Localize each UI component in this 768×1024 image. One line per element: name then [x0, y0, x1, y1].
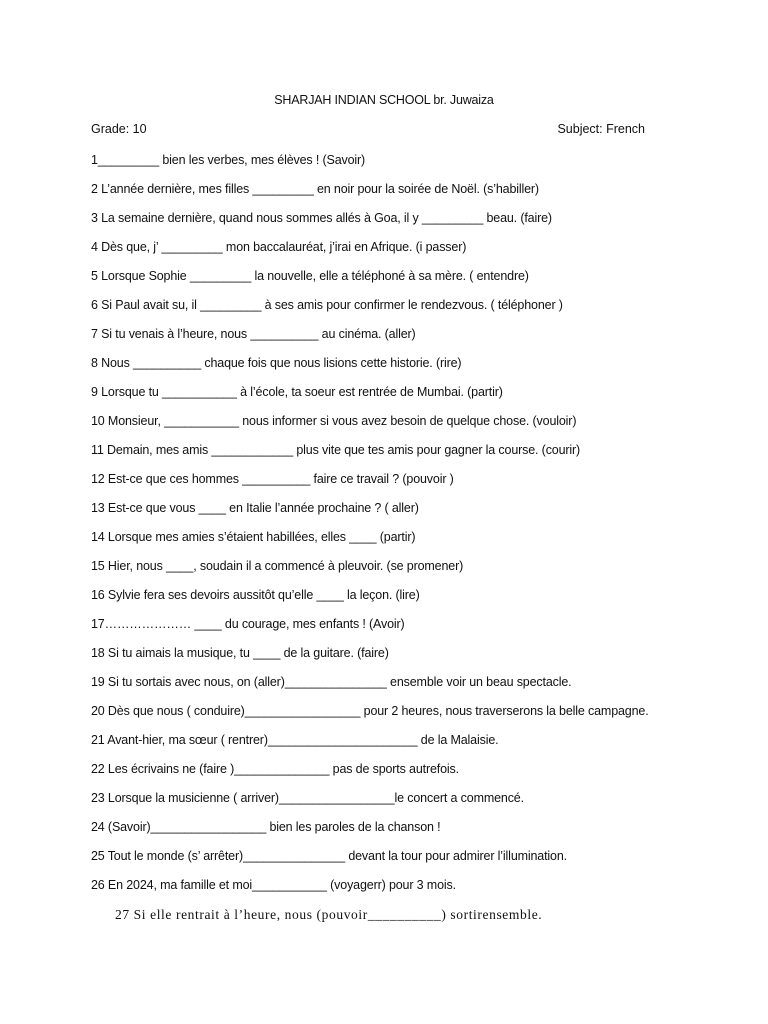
- question-item: 9 Lorsque tu ___________ à l’école, ta soeur est rentrée de Mumbai. (partir): [91, 385, 503, 399]
- question-item: 26 En 2024, ma famille et moi___________ (voyagerr) pour 3 mois.: [91, 878, 456, 892]
- school-title: SHARJAH INDIAN SCHOOL br. Juwaiza: [274, 93, 494, 107]
- question-item: 5 Lorsque Sophie _________ la nouvelle, elle a téléphoné à sa mère. ( entendre): [91, 269, 529, 283]
- grade-label: Grade: 10: [91, 122, 147, 136]
- question-item: 16 Sylvie fera ses devoirs aussitôt qu’elle ____ la leçon. (lire): [91, 588, 420, 602]
- question-item: 25 Tout le monde (s’ arrêter)_______________ devant la tour pour admirer l’illumination.: [91, 849, 567, 863]
- question-item: 4 Dès que, j’ _________ mon baccalauréat, j’irai en Afrique. (i passer): [91, 240, 467, 254]
- question-list: [91, 151, 691, 905]
- question-item: 2 L’année dernière, mes filles _________ en noir pour la soirée de Noël. (s’habiller): [91, 182, 539, 196]
- question-item: 10 Monsieur, ___________ nous informer si vous avez besoin de quelque chose. (vouloir): [91, 414, 577, 428]
- question-item: 17………………… ____ du courage, mes enfants ! (Avoir): [91, 617, 405, 631]
- question-item: 7 Si tu venais à l’heure, nous __________ au cinéma. (aller): [91, 327, 416, 341]
- question-item: 23 Lorsque la musicienne ( arriver)_________________le concert a commencé.: [91, 791, 524, 805]
- question-item: 3 La semaine dernière, quand nous sommes allés à Goa, il y _________ beau. (faire): [91, 211, 552, 225]
- question-item: 11 Demain, mes amis ____________ plus vite que tes amis pour gagner la course. (courir): [91, 443, 581, 457]
- question-item: 21 Avant-hier, ma sœur ( rentrer)______________________ de la Malaisie.: [91, 733, 499, 747]
- question-item: 20 Dès que nous ( conduire)_________________ pour 2 heures, nous traverserons la belle campagne.: [91, 704, 649, 718]
- question-item: 8 Nous __________ chaque fois que nous lisions cette historie. (rire): [91, 356, 462, 370]
- question-item: 24 (Savoir)_________________ bien les paroles de la chanson !: [91, 820, 441, 834]
- question-item: 6 Si Paul avait su, il _________ à ses amis pour confirmer le rendezvous. ( téléphoner ): [91, 298, 563, 312]
- worksheet-meta-row: [91, 122, 645, 136]
- question-item: 19 Si tu sortais avec nous, on (aller)_______________ ensemble voir un beau spectacle.: [91, 675, 572, 689]
- question-item: 14 Lorsque mes amies s’étaient habillées, elles ____ (partir): [91, 530, 416, 544]
- question-item: 18 Si tu aimais la musique, tu ____ de la guitare. (faire): [91, 646, 389, 660]
- question-item: 15 Hier, nous ____, soudain il a commencé à pleuvoir. (se promener): [91, 559, 464, 573]
- question-item: 22 Les écrivains ne (faire )______________ pas de sports autrefois.: [91, 762, 459, 776]
- question-item-last: 27 Si elle rentrait à l’heure, nous (pouvoir__________) sortirensemble.: [115, 907, 543, 922]
- question-item: 12 Est-ce que ces hommes __________ faire ce travail ? (pouvoir ): [91, 472, 454, 486]
- question-item: 13 Est-ce que vous ____ en Italie l’année prochaine ? ( aller): [91, 501, 419, 515]
- subject-label: Subject: French: [557, 122, 645, 136]
- question-item: 1_________ bien les verbes, mes élèves ! (Savoir): [91, 153, 366, 167]
